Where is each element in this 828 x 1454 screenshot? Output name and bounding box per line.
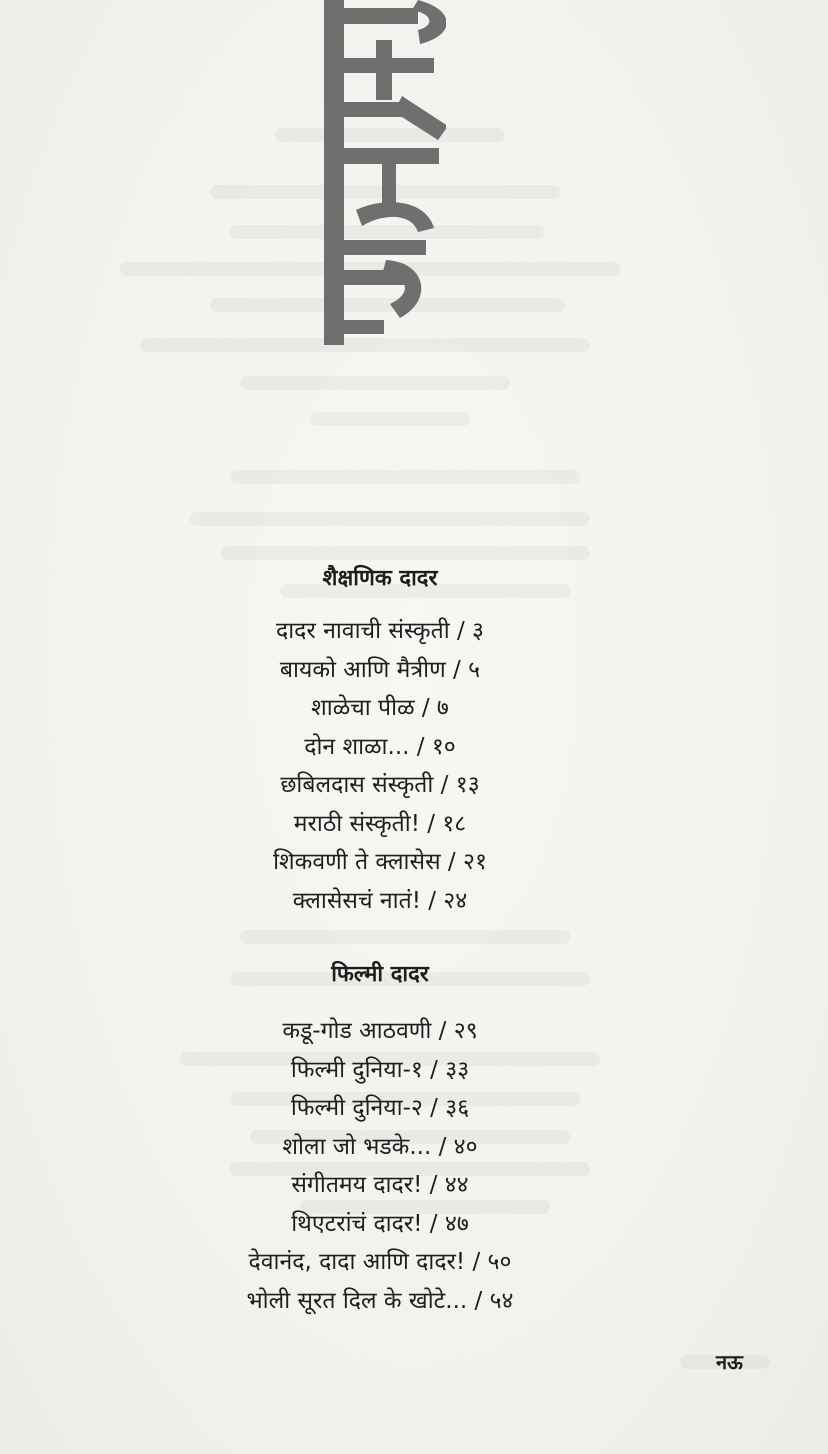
toc-entry-title: शाळेचा पीळ [311, 695, 415, 721]
toc-entry-page: २१ [463, 849, 487, 875]
toc-entry-title: शिकवणी ते क्लासेस [273, 849, 441, 875]
toc-separator: / [420, 887, 444, 914]
toc-entry-title: भोली सूरत दिल के खोटे... [246, 1287, 468, 1314]
toc-entry-page: १० [431, 733, 456, 760]
toc-separator: / [431, 1018, 454, 1044]
toc-entry[interactable] [0, 689, 760, 728]
toc-entry-title: छबिलदास संस्कृती [280, 772, 434, 798]
toc-entry[interactable] [0, 766, 760, 805]
toc-separator: / [433, 772, 456, 798]
section-heading-filmy: फिल्मी दादर [331, 962, 429, 987]
toc-entry-page: ५४ [489, 1287, 514, 1314]
toc-entry-title: फिल्मी दुनिया-२ [290, 1095, 423, 1121]
toc-entry-page: ४४ [444, 1172, 469, 1198]
toc-entry[interactable] [0, 805, 760, 844]
toc-entry-title: थिएटरांचं दादर! [291, 1210, 423, 1237]
toc-list-filmy [0, 1012, 760, 1320]
toc-entry-title: देवानंद, दादा आणि दादर! [248, 1249, 466, 1275]
toc-entry[interactable] [0, 1243, 760, 1282]
toc-separator: / [414, 695, 437, 721]
toc-separator: / [431, 1133, 454, 1160]
toc-entry[interactable] [0, 1089, 760, 1128]
toc-entry-page: ३ [472, 618, 484, 644]
toc-entry-page: २९ [453, 1018, 478, 1044]
toc-entry-title: कडू-गोड आठवणी [282, 1018, 432, 1044]
toc-entry[interactable] [0, 1205, 760, 1244]
toc-entry-title: फिल्मी दुनिया-१ [290, 1056, 423, 1083]
toc-entry[interactable] [0, 1051, 760, 1090]
toc-entry-title: दादर नावाची संस्कृती [275, 618, 450, 644]
toc-entry-page: २४ [443, 887, 468, 914]
toc-separator: / [422, 1056, 446, 1083]
toc-entry-title: दोन शाळा... [304, 733, 410, 760]
toc-entry-page: ७ [436, 695, 449, 721]
toc-entry[interactable] [0, 651, 760, 690]
toc-entry-title: मराठी संस्कृती! [293, 810, 420, 837]
toc-entry-page: ४० [453, 1133, 478, 1160]
toc-separator: / [419, 810, 443, 837]
toc-list-educational [0, 612, 760, 920]
toc-entry-page: ३६ [445, 1095, 470, 1121]
toc-entry-page: ५ [468, 656, 481, 683]
toc-entry-title: संगीतमय दादर! [291, 1172, 423, 1198]
toc-entry-page: ३३ [445, 1056, 470, 1083]
toc-separator: / [422, 1172, 445, 1198]
toc-separator: / [465, 1249, 488, 1275]
toc-separator: / [422, 1210, 445, 1237]
toc-entry[interactable] [0, 882, 760, 921]
toc-entry[interactable] [0, 612, 760, 651]
toc-entry[interactable] [0, 728, 760, 767]
toc-separator: / [449, 618, 473, 644]
toc-separator: / [422, 1095, 446, 1121]
toc-entry[interactable] [0, 1282, 760, 1321]
page-number: नऊ [716, 1350, 743, 1374]
toc-entry-page: १३ [455, 772, 480, 798]
toc-separator: / [440, 849, 463, 875]
toc-entry-title: बायको आणि मैत्रीण [279, 656, 446, 683]
toc-entry[interactable] [0, 1012, 760, 1051]
toc-separator: / [445, 656, 469, 683]
toc-entry-title: शोला जो भडके... [282, 1133, 432, 1160]
toc-separator: / [467, 1287, 490, 1314]
toc-separator: / [409, 733, 432, 760]
toc-entry[interactable] [0, 843, 760, 882]
toc-entry-page: ४७ [444, 1210, 469, 1237]
toc-entry-page: ५० [487, 1249, 512, 1275]
toc-entry-page: १८ [442, 810, 467, 837]
toc-entry[interactable] [0, 1166, 760, 1205]
vertical-title-logo [316, 0, 446, 345]
toc-entry-title: क्लासेसचं नातं! [292, 887, 421, 914]
section-heading-educational: शैक्षणिक दादर [322, 566, 438, 591]
toc-entry[interactable] [0, 1128, 760, 1167]
